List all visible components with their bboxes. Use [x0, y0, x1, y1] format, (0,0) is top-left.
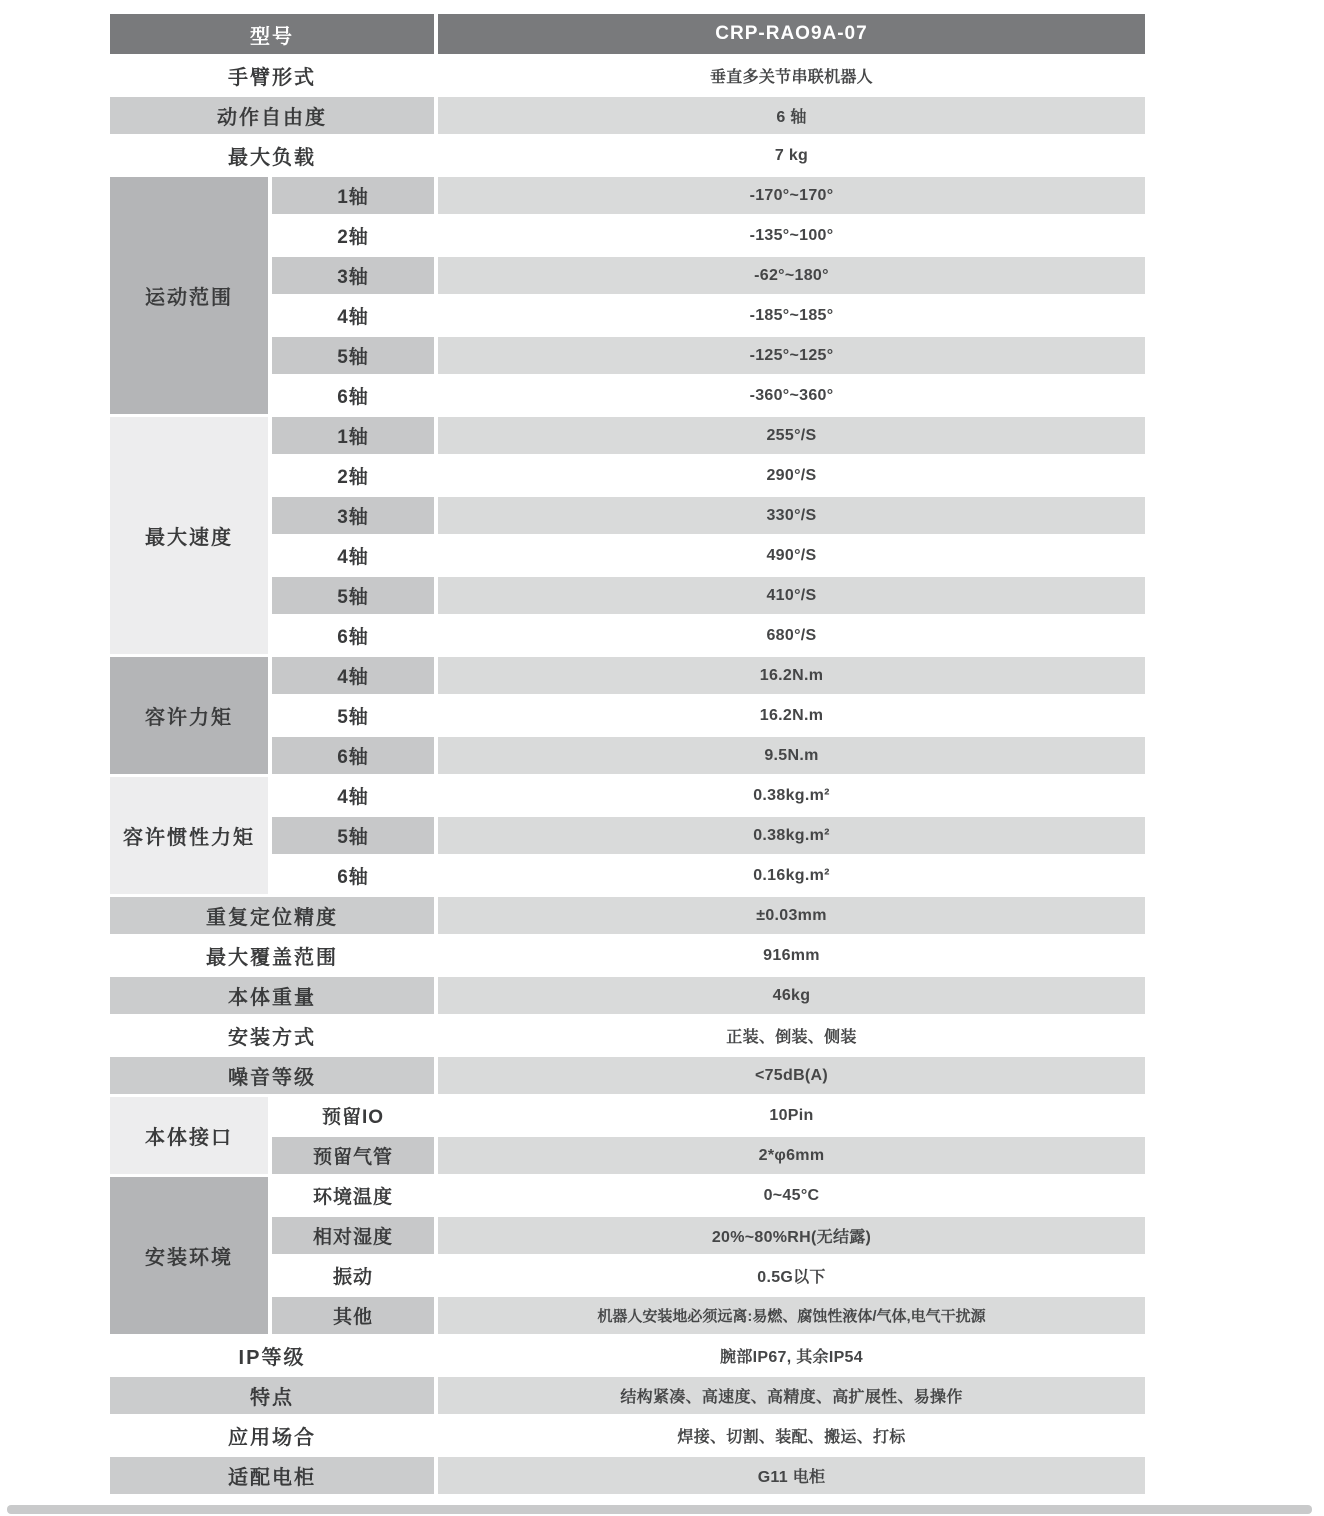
row-value-cell: -360°~360° — [438, 377, 1145, 414]
row-label-cell: 噪音等级 — [110, 1057, 434, 1094]
row-value-cell: 0.38kg.m² — [438, 817, 1145, 854]
table-row — [110, 417, 1145, 454]
row-value-cell: 916mm — [438, 937, 1145, 974]
row-value-cell: 7 kg — [438, 137, 1145, 174]
spec-table — [106, 11, 1149, 1497]
table-row — [110, 977, 1145, 1014]
axis-label-cell: 5轴 — [272, 697, 434, 734]
table-row — [110, 57, 1145, 94]
row-value-cell: 垂直多关节串联机器人 — [438, 57, 1145, 94]
row-value-cell: 0.16kg.m² — [438, 857, 1145, 894]
table-header-row — [110, 14, 1145, 54]
axis-label-cell: 6轴 — [272, 857, 434, 894]
group-label-cell: 最大速度 — [110, 417, 268, 654]
table-row — [110, 1417, 1145, 1454]
row-value-cell: 腕部IP67, 其余IP54 — [438, 1337, 1145, 1374]
row-value-cell: -170°~170° — [438, 177, 1145, 214]
row-value-cell: -125°~125° — [438, 337, 1145, 374]
row-value-cell: 焊接、切割、装配、搬运、打标 — [438, 1417, 1145, 1454]
model-value-cell: CRP-RAO9A-07 — [438, 14, 1145, 54]
group-label-cell: 安装环境 — [110, 1177, 268, 1334]
row-value-cell: -62°~180° — [438, 257, 1145, 294]
table-row — [110, 97, 1145, 134]
row-value-cell: 16.2N.m — [438, 697, 1145, 734]
table-row — [110, 1337, 1145, 1374]
axis-label-cell: 预留IO — [272, 1097, 434, 1134]
group-label-cell: 容许惯性力矩 — [110, 777, 268, 894]
row-value-cell: 16.2N.m — [438, 657, 1145, 694]
table-row — [110, 657, 1145, 694]
row-label-cell: 本体重量 — [110, 977, 434, 1014]
row-label-cell: 动作自由度 — [110, 97, 434, 134]
row-value-cell: 680°/S — [438, 617, 1145, 654]
axis-label-cell: 预留气管 — [272, 1137, 434, 1174]
table-row — [110, 1177, 1145, 1214]
row-value-cell: 0.5G以下 — [438, 1257, 1145, 1294]
table-row — [110, 897, 1145, 934]
row-value-cell: 410°/S — [438, 577, 1145, 614]
row-label-cell: 重复定位精度 — [110, 897, 434, 934]
axis-label-cell: 振动 — [272, 1257, 434, 1294]
table-row — [110, 177, 1145, 214]
row-value-cell: -185°~185° — [438, 297, 1145, 334]
axis-label-cell: 4轴 — [272, 657, 434, 694]
row-value-cell: 20%~80%RH(无结露) — [438, 1217, 1145, 1254]
table-row — [110, 1377, 1145, 1414]
row-value-cell: <75dB(A) — [438, 1057, 1145, 1094]
row-label-cell: 应用场合 — [110, 1417, 434, 1454]
row-value-cell: -135°~100° — [438, 217, 1145, 254]
axis-label-cell: 相对湿度 — [272, 1217, 434, 1254]
table-row — [110, 937, 1145, 974]
table-row — [110, 1057, 1145, 1094]
row-value-cell: 0.38kg.m² — [438, 777, 1145, 814]
row-value-cell: G11 电柜 — [438, 1457, 1145, 1494]
row-value-cell: 255°/S — [438, 417, 1145, 454]
row-value-cell: 330°/S — [438, 497, 1145, 534]
group-label-cell: 运动范围 — [110, 177, 268, 414]
axis-label-cell: 4轴 — [272, 537, 434, 574]
group-label-cell: 容许力矩 — [110, 657, 268, 774]
model-label-cell: 型号 — [110, 14, 434, 54]
row-value-cell: 490°/S — [438, 537, 1145, 574]
axis-label-cell: 2轴 — [272, 217, 434, 254]
row-value-cell: 46kg — [438, 977, 1145, 1014]
row-value-cell: 6 轴 — [438, 97, 1145, 134]
axis-label-cell: 6轴 — [272, 377, 434, 414]
row-label-cell: 手臂形式 — [110, 57, 434, 94]
axis-label-cell: 6轴 — [272, 617, 434, 654]
axis-label-cell: 3轴 — [272, 497, 434, 534]
axis-label-cell: 5轴 — [272, 577, 434, 614]
axis-label-cell: 5轴 — [272, 817, 434, 854]
axis-label-cell: 6轴 — [272, 737, 434, 774]
group-label-cell: 本体接口 — [110, 1097, 268, 1174]
row-label-cell: 安装方式 — [110, 1017, 434, 1054]
axis-label-cell: 其他 — [272, 1297, 434, 1334]
row-label-cell: IP等级 — [110, 1337, 434, 1374]
row-label-cell: 最大负载 — [110, 137, 434, 174]
row-label-cell: 特点 — [110, 1377, 434, 1414]
row-value-cell: 10Pin — [438, 1097, 1145, 1134]
table-row — [110, 1017, 1145, 1054]
table-row — [110, 1097, 1145, 1134]
row-label-cell: 最大覆盖范围 — [110, 937, 434, 974]
row-label-cell: 适配电柜 — [110, 1457, 434, 1494]
row-value-cell: 2*φ6mm — [438, 1137, 1145, 1174]
row-value-cell: 9.5N.m — [438, 737, 1145, 774]
axis-label-cell: 1轴 — [272, 417, 434, 454]
row-value-cell: 正装、倒装、侧装 — [438, 1017, 1145, 1054]
row-value-cell: 机器人安装地必须远离:易燃、腐蚀性液体/气体,电气干扰源 — [438, 1297, 1145, 1334]
table-row — [110, 777, 1145, 814]
axis-label-cell: 环境温度 — [272, 1177, 434, 1214]
axis-label-cell: 1轴 — [272, 177, 434, 214]
table-row — [110, 1457, 1145, 1494]
axis-label-cell: 3轴 — [272, 257, 434, 294]
row-value-cell: 290°/S — [438, 457, 1145, 494]
axis-label-cell: 2轴 — [272, 457, 434, 494]
row-value-cell: 0~45°C — [438, 1177, 1145, 1214]
row-value-cell: 结构紧凑、高速度、高精度、高扩展性、易操作 — [438, 1377, 1145, 1414]
axis-label-cell: 4轴 — [272, 777, 434, 814]
row-value-cell: ±0.03mm — [438, 897, 1145, 934]
axis-label-cell: 4轴 — [272, 297, 434, 334]
axis-label-cell: 5轴 — [272, 337, 434, 374]
horizontal-scrollbar[interactable] — [7, 1505, 1312, 1514]
table-row — [110, 137, 1145, 174]
